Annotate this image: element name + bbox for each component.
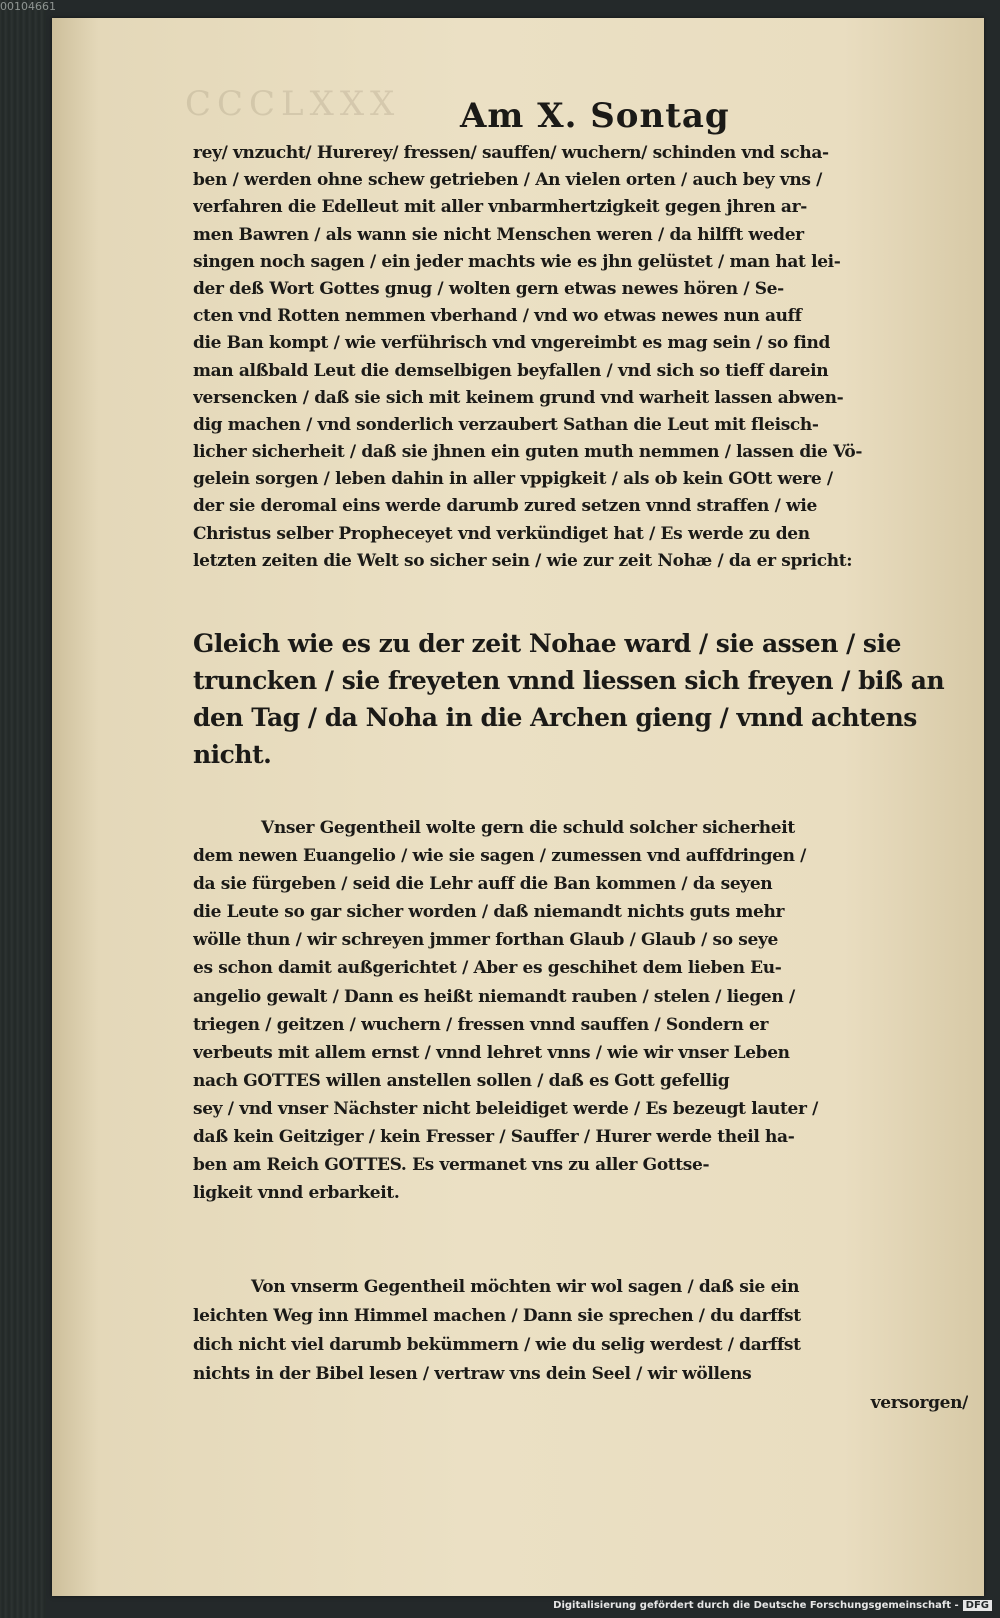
text-line: dich nicht viel darumb bekümmern / wie du selig werdest / darffst bbox=[193, 1335, 801, 1355]
credit-text: Digitalisierung gefördert durch die Deutsche Forschungsgemeinschaft - bbox=[553, 1600, 959, 1611]
text-line: die Ban kompt / wie verführisch vnd vngereimbt es mag sein / so find bbox=[193, 333, 831, 354]
text-line: gelein sorgen / leben dahin in aller vppigkeit / als ob kein GOtt were / bbox=[193, 469, 833, 490]
text-line: angelio gewalt / Dann es heißt niemandt rauben / stelen / liegen / bbox=[193, 986, 795, 1007]
text-line: verfahren die Edelleut mit aller vnbarmhertzigkeit gegen jhren ar- bbox=[193, 197, 807, 218]
book-binding bbox=[0, 0, 46, 1618]
paragraph-1 bbox=[193, 140, 968, 575]
text-line: ben am Reich GOTTES. Es vermanet vns zu aller Gottse- bbox=[193, 1155, 710, 1176]
quote-line: nicht. bbox=[193, 740, 272, 769]
text-line: daß kein Geitziger / kein Fresser / Sauffer / Hurer werde theil ha- bbox=[193, 1127, 795, 1148]
text-line: es schon damit außgerichtet / Aber es geschihet dem lieben Eu- bbox=[193, 958, 782, 979]
text-line: letzten zeiten die Welt so sicher sein / wie zur zeit Nohæ / da er spricht: bbox=[193, 550, 853, 571]
quote-line: Gleich wie es zu der zeit Nohae ward / sie assen / sie bbox=[193, 629, 901, 658]
text-line: sey / vnd vnser Nächster nicht beleidiget werde / Es bezeugt lauter / bbox=[193, 1098, 819, 1119]
page-id: 00104661 bbox=[0, 0, 56, 13]
text-line: dem newen Euangelio / wie sie sagen / zumessen vnd auffdringen / bbox=[193, 846, 807, 867]
text-line: man alßbald Leut die demselbigen beyfallen / vnd sich so tieff darein bbox=[193, 360, 829, 381]
text-line: der deß Wort Gottes gnug / wolten gern etwas newes hören / Se- bbox=[193, 278, 784, 299]
catchword: versorgen/ bbox=[870, 1393, 968, 1413]
text-line: da sie fürgeben / seid die Lehr auff die Ban kommen / da seyen bbox=[193, 874, 773, 895]
text-line: singen noch sagen / ein jeder machts wie es jhn gelüstet / man hat lei- bbox=[193, 251, 841, 272]
bleed-through-text: CCCLXXX bbox=[185, 84, 401, 124]
text-line: ligkeit vnnd erbarkeit. bbox=[193, 1183, 400, 1204]
text-line: dig machen / vnd sonderlich verzaubert Sathan die Leut mit fleisch- bbox=[193, 414, 819, 435]
quote-line: truncken / sie freyeten vnnd liessen sich freyen / biß an bbox=[193, 666, 945, 695]
text-line: cten vnd Rotten nemmen vberhand / vnd wo etwas newes nun auff bbox=[193, 306, 802, 327]
text-line: triegen / geitzen / wuchern / fressen vnnd sauffen / Sondern er bbox=[193, 1014, 769, 1035]
text-line: verbeuts mit allem ernst / vnnd lehret vnns / wie wir vnser Leben bbox=[193, 1042, 790, 1063]
text-line: ben / werden ohne schew getrieben / An vielen orten / auch bey vns / bbox=[193, 170, 823, 191]
text-line: nach GOTTES willen anstellen sollen / daß es Gott gefellig bbox=[193, 1070, 730, 1091]
text-line: Christus selber Propheceyet vnd verkündiget hat / Es werde zu den bbox=[193, 523, 810, 544]
text-line: wölle thun / wir schreyen jmmer forthan Glaub / Glaub / so seye bbox=[193, 930, 778, 951]
quote-line: den Tag / da Noha in die Archen gieng / vnnd achtens bbox=[193, 703, 917, 732]
text-line: Vnser Gegentheil wolte gern die schuld solcher sicherheit bbox=[261, 818, 795, 838]
paragraph-2 bbox=[193, 814, 968, 1207]
text-line: rey/ vnzucht/ Hurerey/ fressen/ sauffen/ wuchern/ schinden vnd scha- bbox=[193, 143, 829, 163]
text-line: leichten Weg inn Himmel machen / Dann sie sprechen / du darffst bbox=[193, 1306, 801, 1326]
text-line: die Leute so gar sicher worden / daß niemandt nichts guts mehr bbox=[193, 902, 785, 923]
text-line: der sie deromal eins werde darumb zured setzen vnnd straffen / wie bbox=[193, 496, 817, 517]
digitization-credit bbox=[553, 1600, 992, 1611]
paragraph-3 bbox=[193, 1273, 968, 1418]
bible-quote bbox=[193, 625, 968, 773]
dfg-logo: DFG bbox=[963, 1600, 992, 1611]
running-head: Am X. Sontag bbox=[460, 96, 730, 136]
text-line: licher sicherheit / daß sie jhnen ein guten muth nemmen / lassen die Vö- bbox=[193, 442, 863, 463]
text-line: Von vnserm Gegentheil möchten wir wol sagen / daß sie ein bbox=[251, 1277, 800, 1297]
text-line: nichts in der Bibel lesen / vertraw vns dein Seel / wir wöllens bbox=[193, 1364, 752, 1384]
text-line: versencken / daß sie sich mit keinem grund vnd warheit lassen abwen- bbox=[193, 387, 844, 408]
text-line: men Bawren / als wann sie nicht Menschen weren / da hilfft weder bbox=[193, 224, 804, 245]
